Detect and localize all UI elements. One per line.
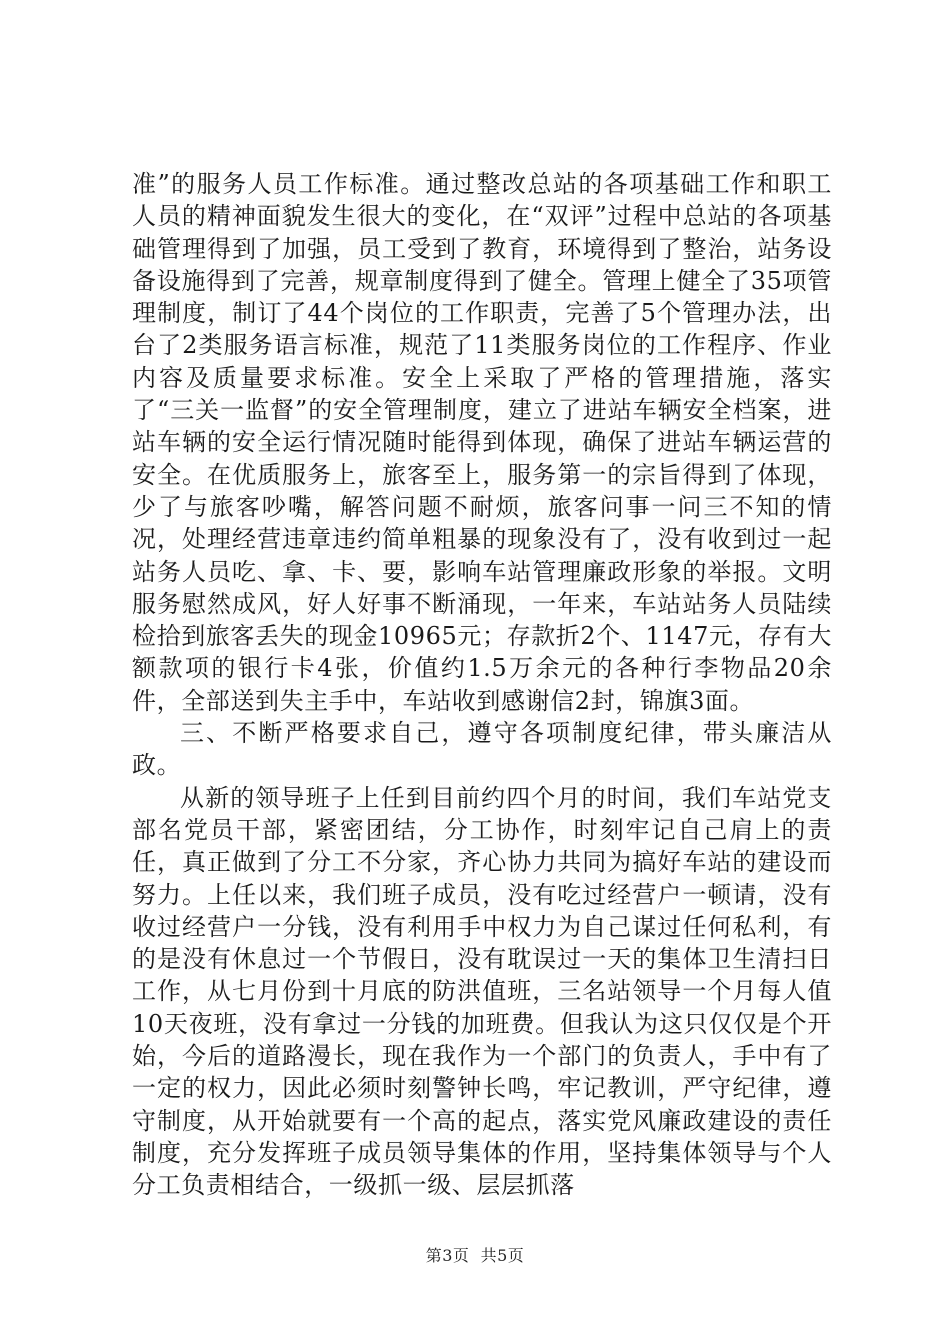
paragraph-leadership-integrity: 从新的领导班子上任到目前约四个月的时间，我们车站党支部名党员干部，紧密团结，分工协作，时刻牢记自己肩上的责任，真正做到了分工不分家，齐心协力共同为搞好车站的建设而努力。上任以来，我们班子成员，没有吃过经营户一顿请，没有收过经营户一分钱，没有利用手中权力为自己谋过任何私利，有的是没有休息过一个节假日，没有耽误过一天的集体卫生清扫日工作，从七月份到十月底的防洪值班，三名站领导一个月每人值10天夜班，没有拿过一分钱的加班费。但我认为这只仅仅是个开始，今后的道路漫长，现在我作为一个部门的负责人，手中有了一定的权力，因此必须时刻警钟长鸣，牢记教训，严守纪律，遵守制度，从开始就要有一个高的起点，落实党风廉政建设的责任制度，充分发挥班子成员领导集体的作用，坚持集体领导与个人分工负责相结合，一级抓一级、层层抓落 (132, 783, 832, 1200)
document-body (132, 168, 832, 1202)
page-number-label: 第3页 共5页 (425, 1246, 525, 1265)
paragraph-service-standards: 准”的服务人员工作标准。通过整改总站的各项基础工作和职工人员的精神面貌发生很大的变化，在“双评”过程中总站的各项基础管理得到了加强，员工受到了教育，环境得到了整治，站务设备设施得到了完善，规章制度得到了健全。管理上健全了35项管理制度，制订了44个岗位的工作职责，完善了5个管理办法，出台了2类服务语言标准，规范了11类服务岗位的工作程序、作业内容及质量要求标准。安全上采取了严格的管理措施，落实了“三关一监督”的安全管理制度，建立了进站车辆安全档案，进站车辆的安全运行情况随时能得到体现，确保了进站车辆运营的安全。在优质服务上，旅客至上，服务第一的宗旨得到了体现，少了与旅客吵嘴，解答问题不耐烦，旅客问事一问三不知的情况，处理经营违章违约简单粗暴的现象没有了，没有收到过一起站务人员吃、拿、卡、要，影响车站管理廉政形象的举报。文明服务慰然成风，好人好事不断涌现，一年来，车站站务人员陆续检拾到旅客丢失的现金10965元；存款折2个、1147元，存有大额款项的银行卡4张，价值约1.5万余元的各种行李物品20余件，全部送到失主手中，车站收到感谢信2封，锦旗3面。 (132, 170, 832, 715)
page-footer (0, 1243, 950, 1266)
section-heading-three: 三、不断严格要求自己，遵守各项制度纪律，带头廉洁从政。 (132, 719, 832, 780)
